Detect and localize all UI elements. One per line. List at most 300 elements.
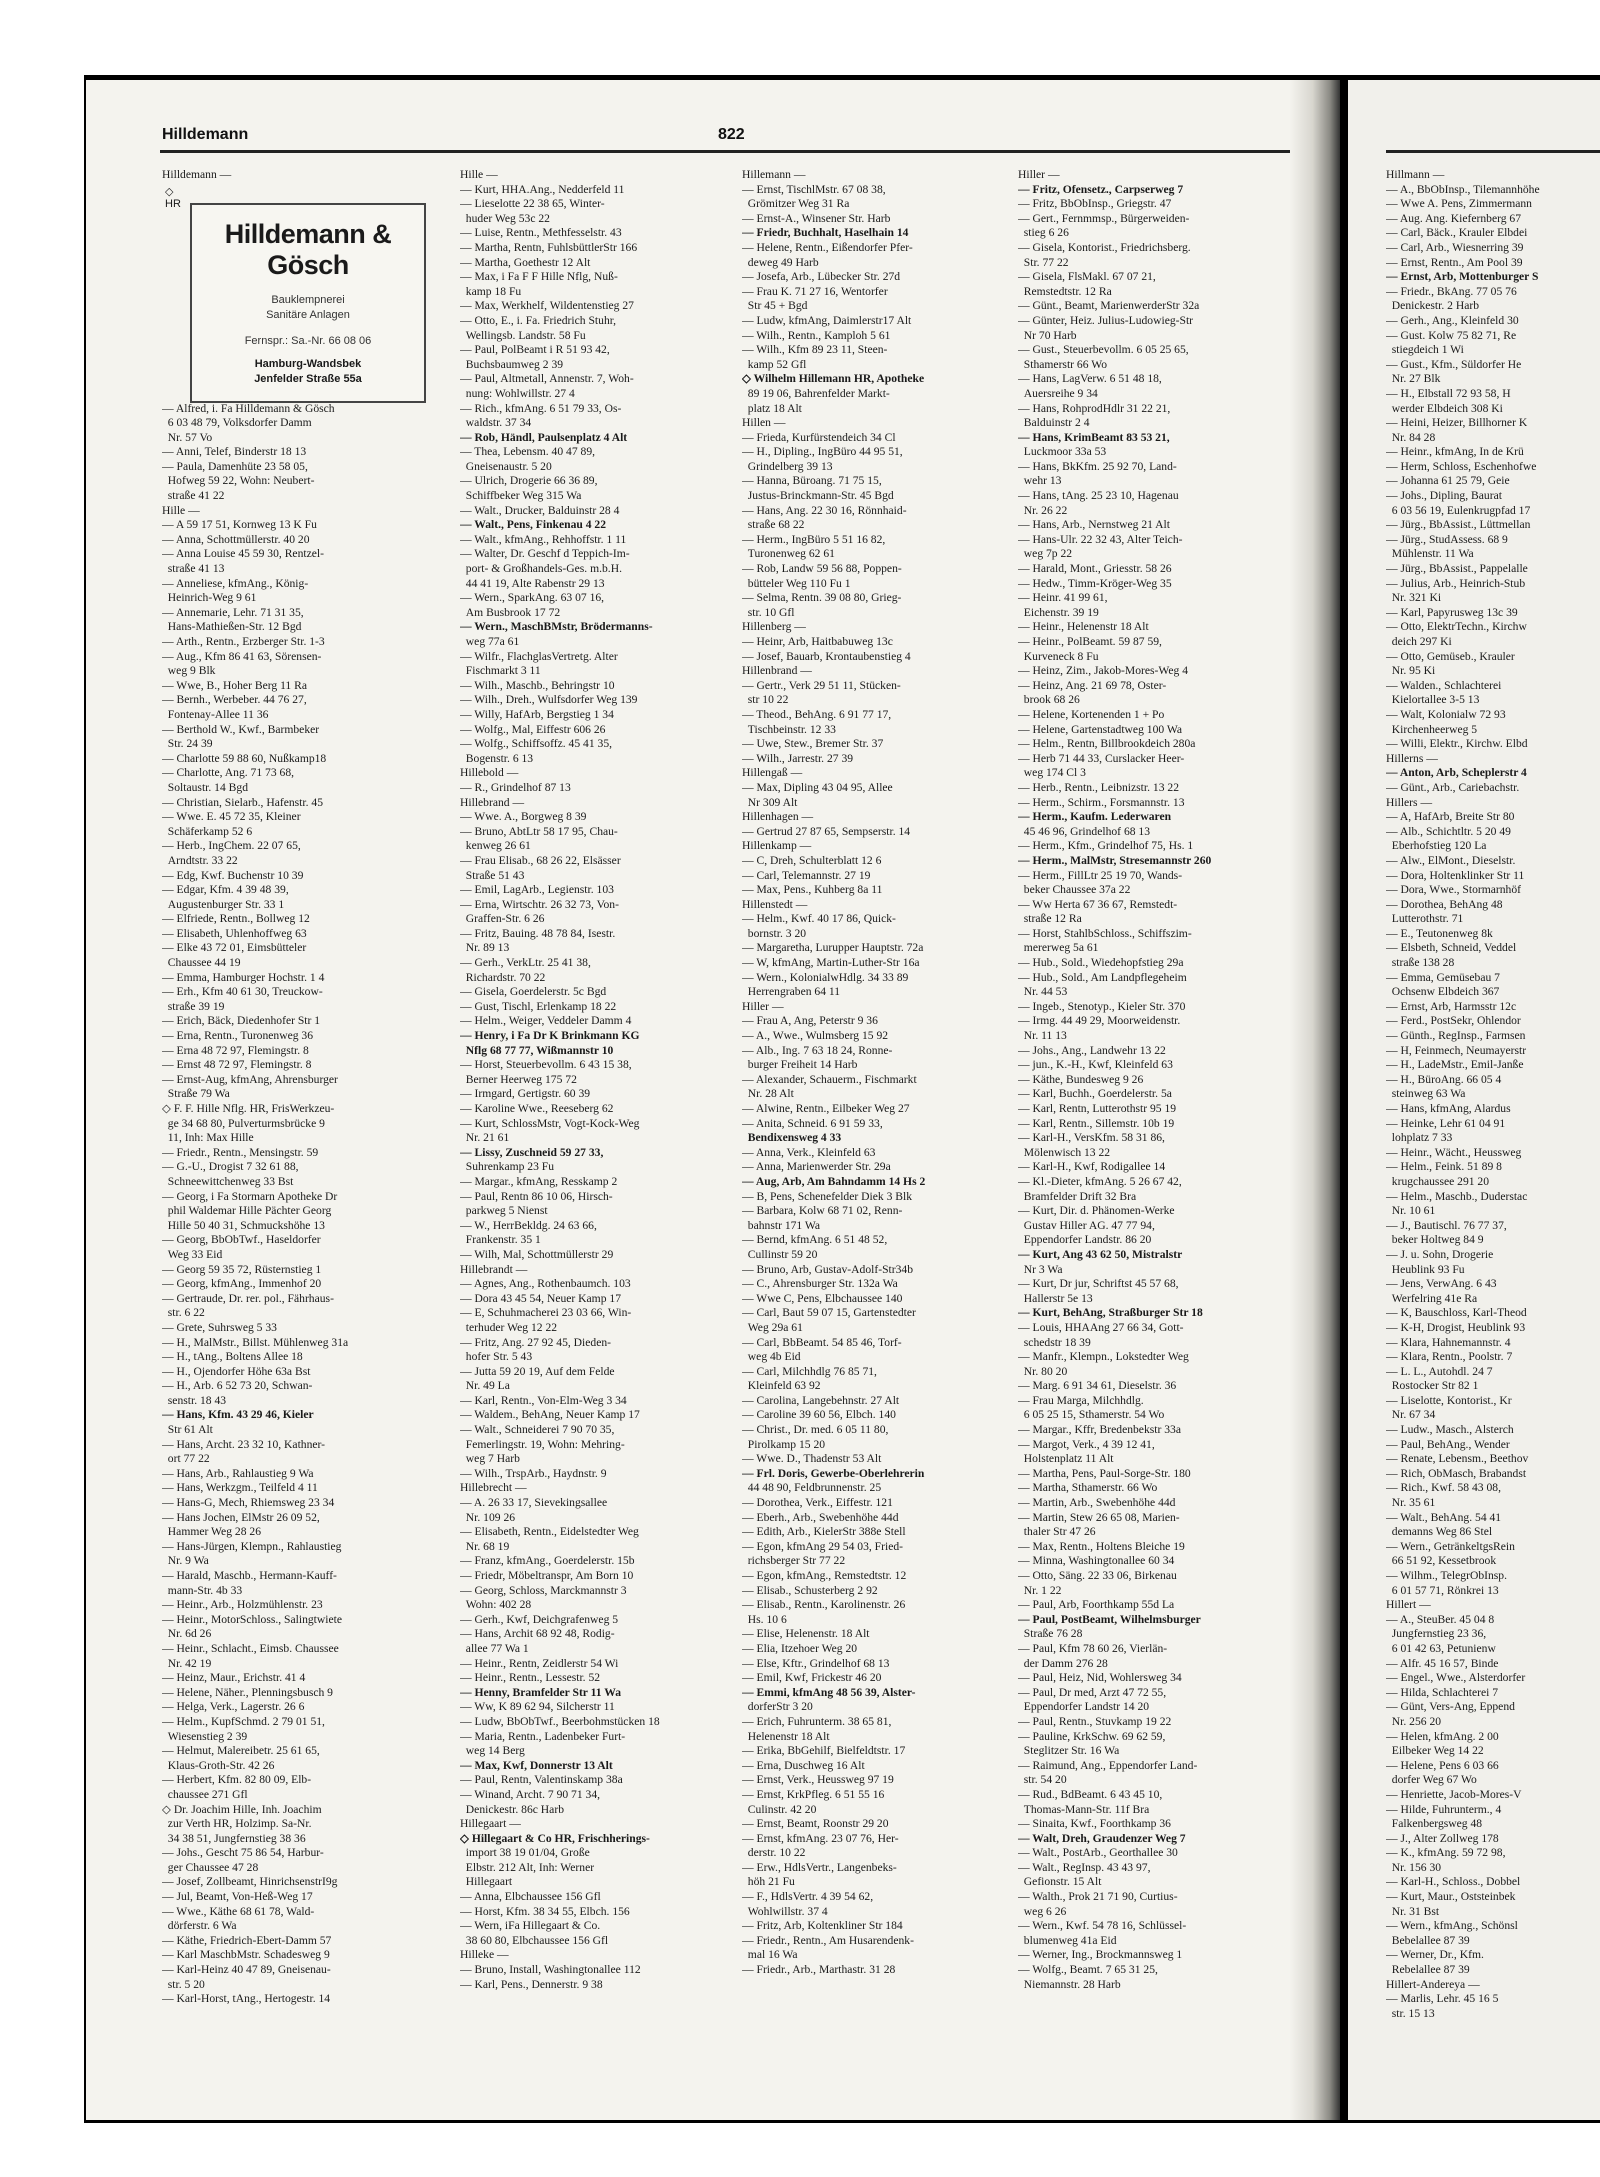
directory-entry-line: weg 174 Cl 3 (1018, 766, 1086, 780)
directory-entry-line: Richardstr. 70 22 (460, 970, 546, 984)
directory-entry-line: Sthamerstr 66 Wo (1018, 357, 1108, 371)
directory-entry-line: Nr. 9 Wa (162, 1554, 209, 1568)
directory-entry-line: Straße 79 Wa (162, 1087, 230, 1101)
directory-entry-line: weg 77a 61 (460, 635, 520, 648)
directory-entry-line: straße 68 22 (742, 518, 805, 532)
directory-entry-line: Soltaustr. 14 Bgd (162, 780, 248, 794)
directory-entry-line: — Bruno, Install, Washingtonallee 112 (460, 1963, 641, 1977)
directory-entry-line: — Max, Kwf, Donnerstr 13 Alt (460, 1758, 613, 1772)
directory-entry-line: — Klara, Hahnemannstr. 4 (1386, 1335, 1511, 1349)
directory-entry-line: — Martha, Rentn, FuhlsbüttlerStr 166 (460, 240, 638, 254)
surname-heading: Hillengaß — (742, 766, 803, 780)
directory-entry-line: Nr. 11 13 (1018, 1029, 1067, 1043)
directory-entry-line: Wohlwillstr. 37 4 (742, 1904, 828, 1918)
directory-entry-line: — Helm., Weiger, Veddeler Damm 4 (460, 1014, 632, 1028)
directory-entry-line: Weg 33 Eid (162, 1247, 223, 1261)
directory-entry-line: — Anton, Arb, Scheplerstr 4 (1386, 766, 1527, 780)
directory-entry-line: — Louis, HHAAng 27 66 34, Gott- (1018, 1320, 1184, 1334)
directory-entry-line: Gefionstr. 15 Alt (1018, 1875, 1102, 1889)
surname-heading: Hillebrecht — (460, 1481, 527, 1495)
directory-entry-line: schedstr 18 39 (1018, 1335, 1091, 1349)
directory-entry-line: — Paul, Kfm 78 60 26, Vierlän- (1018, 1641, 1168, 1655)
directory-entry-line: — C, Dreh, Schulterblatt 12 6 (742, 853, 882, 867)
directory-entry-line: — Günter, Heiz. Julius-Ludowieg-Str (1018, 313, 1194, 327)
directory-entry-line: — Horst, StahlbSchloss., Schiffszim- (1018, 926, 1192, 940)
directory-entry-line: platz 18 Alt (742, 401, 802, 415)
directory-entry-line: Nr. 321 Ki (1386, 591, 1442, 605)
directory-entry-line: — Egon, kfmAng., Remstedtstr. 12 (742, 1569, 907, 1582)
directory-entry-line: Nr. 80 20 (1018, 1364, 1068, 1378)
directory-entry-line: — Walt., RegInsp. 43 43 97, (1018, 1860, 1151, 1874)
directory-entry-line: 6 05 25 15, Sthamerstr. 54 Wo (1018, 1408, 1165, 1422)
surname-heading: Hiller — (742, 999, 784, 1013)
directory-entry-line: Hille 50 40 31, Schmuckshöhe 13 (162, 1218, 325, 1232)
directory-entry-line: — Anna, Elbchaussee 156 Gfl (460, 1890, 601, 1904)
directory-entry-line: — H., Arb. 6 52 73 20, Schwan- (162, 1379, 313, 1393)
directory-entry-line: Nr. 21 61 (460, 1131, 510, 1145)
directory-entry-line: — Walt., PostArb., Georthallee 30 (1018, 1846, 1178, 1860)
directory-entry-line: — Margar., Kffr, Bredenbekstr 33a (1018, 1423, 1181, 1437)
directory-entry-line: — Paula, Damenhüte 23 58 05, (162, 459, 308, 473)
directory-entry-line: — F., HdlsVertr. 4 39 54 62, (742, 1890, 874, 1904)
directory-entry-line: — Dora, Holtenklinker Str 11 (1386, 868, 1525, 882)
directory-entry-line: — Elke 43 72 01, Eimsbütteler (162, 941, 307, 955)
directory-entry-line: — A 59 17 51, Kornweg 13 K Fu (162, 518, 317, 532)
surname-heading: Hillert-Andereya — (1386, 1977, 1480, 1991)
directory-entry-line: — Hub., Sold., Wiedehopfstieg 29a (1018, 956, 1184, 970)
directory-entry-line: — Werner, Ing., Brockmannsweg 1 (1018, 1948, 1183, 1962)
directory-entry-line: — H., LadeMstr., Emil-Janße (1386, 1058, 1524, 1072)
directory-entry-line: — Minna, Washingtonallee 60 34 (1018, 1554, 1175, 1568)
ad-address2: Jenfelder Straße 55a (254, 373, 362, 385)
directory-entry-line: — Edith, Arb., KielerStr 388e Stell (742, 1525, 906, 1539)
directory-entry-line: — Kurt, Dir. d. Phänomen-Werke (1018, 1204, 1175, 1218)
directory-entry-line: Heublink 93 Fu (1386, 1262, 1465, 1276)
directory-entry-line: — Gerh., Ang., Kleinfeld 30 (1386, 313, 1519, 327)
directory-entry-line: — Karl-Horst, tAng., Hertogestr. 14 (162, 1992, 331, 2006)
directory-entry-line: — Hans, Kfm. 43 29 46, Kieler (162, 1408, 314, 1422)
directory-entry-line (162, 270, 376, 285)
directory-entry-line: — Gisela, Goerdelerstr. 5c Bgd (460, 985, 607, 999)
directory-entry-line: str. 5 20 (162, 1977, 205, 1991)
directory-entry-line: — Heinr., Helenenstr 18 Alt (1018, 620, 1149, 634)
directory-entry-line: — Carolina, Langebehnstr. 27 Alt (742, 1393, 900, 1407)
directory-entry-line: — Otto, Säng. 22 33 06, Birkenau (1018, 1569, 1177, 1582)
directory-entry-line: — Marlis, Lehr. 45 16 5 (1386, 1992, 1499, 2006)
directory-entry-line: — Wilfr., FlachglasVertretg. Alter (460, 649, 618, 663)
directory-entry-line (162, 314, 376, 329)
directory-entry-line: — Helga, Verk., Lagerstr. 26 6 (162, 1700, 305, 1714)
directory-entry-line: — Rud., BdBeamt. 6 43 45 10, (1018, 1787, 1163, 1801)
directory-entry-line: Wiesenstieg 2 39 (162, 1729, 248, 1743)
directory-entry-line: — Anneliese, kfmAng., König- (162, 576, 309, 590)
directory-entry-line: Nr. 6d 26 (162, 1627, 212, 1641)
surname-heading: Hillenkamp — (742, 839, 812, 853)
directory-entry-line: Auersreihe 9 34 (1018, 386, 1098, 400)
directory-entry-line: — Helene, Kortenenden 1 + Po (1018, 707, 1165, 721)
directory-entry-line: — Ernst, Rentn., Am Pool 39 (1386, 255, 1523, 269)
directory-entry-line: — K., kfmAng. 59 72 98, (1386, 1846, 1506, 1860)
directory-entry-line: — Bernh., Werbeber. 44 76 27, (162, 693, 307, 707)
directory-entry-line: weg 9 Blk (162, 664, 216, 678)
directory-entry-line: — Helene, Gartenstadtweg 100 Wa (1018, 722, 1183, 736)
directory-entry-line: — Walt., kfmAng., Rehhoffstr. 1 11 (460, 532, 627, 546)
directory-entry-line: Chaussee 44 19 (162, 956, 241, 970)
directory-entry-line: — Herbert, Kfm. 82 80 09, Elb- (162, 1773, 312, 1787)
directory-entry-line: 6 03 56 19, Eulenkrugpfad 17 (1386, 503, 1531, 517)
directory-entry-line: — Hans, LagVerw. 6 51 48 18, (1018, 372, 1162, 386)
directory-entry-line: weg 14 Berg (460, 1744, 525, 1758)
directory-entry-line: — Berthold W., Kwf., Barmbeker (162, 722, 320, 736)
directory-entry-line: Graffen-Str. 6 26 (460, 912, 545, 926)
surname-heading: Hilldemann — (162, 168, 232, 181)
directory-entry-line: — Georg, kfmAng., Immenhof 20 (162, 1277, 322, 1291)
directory-entry-line: — Hans, Archit 68 92 48, Rodig- (460, 1627, 615, 1641)
directory-entry-line: — Elisabeth, Rentn., Eidelstedter Weg (460, 1525, 639, 1539)
directory-entry-line: — Rich., kfmAng. 6 51 79 33, Os- (460, 401, 622, 415)
directory-entry-line: — Heinr., Rentn., Lessestr. 52 (460, 1671, 601, 1685)
directory-entry-line: — Elisab., Rentn., Karolinenstr. 26 (742, 1598, 906, 1612)
directory-entry-line: — Herm., Kaufm. Lederwaren (1018, 810, 1172, 824)
surname-heading: Hille — (460, 168, 498, 181)
directory-entry-line (162, 212, 376, 227)
directory-entry-line: — E, Schuhmacherei 23 03 66, Win- (460, 1306, 632, 1320)
directory-entry-line: weg 7 Harb (460, 1452, 520, 1466)
directory-entry-line: — B, Pens, Schenefelder Diek 3 Blk (742, 1189, 913, 1203)
directory-entry-line: — Paul, Altmetall, Annenstr. 7, Woh- (460, 372, 634, 386)
directory-entry-line (162, 285, 376, 300)
directory-entry-line: — Margar., kfmAng, Resskamp 2 (460, 1174, 618, 1188)
directory-entry-line: — Gert., Fernmmsp., Bürgerweiden- (1018, 211, 1190, 225)
directory-entry-line: — Harald, Mont., Griesstr. 58 26 (1018, 562, 1172, 576)
directory-entry-line: — Annemarie, Lehr. 71 31 35, (162, 605, 304, 619)
directory-entry-line: — Hanna, Büroang. 71 75 15, (742, 474, 882, 488)
directory-entry-line: Nr. 1 22 (1018, 1583, 1062, 1597)
directory-entry-line: Eilbeker Weg 14 22 (1386, 1744, 1484, 1758)
directory-entry-line: Augustenburger Str. 33 1 (162, 897, 285, 911)
directory-entry-line: bahnstr 171 Wa (742, 1218, 821, 1232)
directory-entry-line: brook 68 26 (1018, 693, 1080, 707)
directory-entry-line: — Heinr., Schlacht., Eimsb. Chaussee (162, 1641, 339, 1655)
directory-entry-line: — Selma, Rentn. 39 08 80, Grieg- (742, 591, 902, 605)
directory-entry-line: — Herm, Schloss, Eschenhofwe (1386, 459, 1537, 473)
directory-entry-line: — Wilh., Kfm 89 23 11, Steen- (742, 343, 888, 357)
directory-entry-line: Hans-Mathießen-Str. 12 Bgd (162, 620, 302, 634)
directory-entry-line: Femerlingstr. 19, Wohn: Mehring- (460, 1437, 625, 1451)
directory-entry-line: burger Freiheit 14 Harb (742, 1058, 858, 1072)
directory-entry-line: — Karl MaschbMstr. Schadesweg 9 (162, 1948, 330, 1962)
directory-entry-line: Schneewittchenweg 33 Bst (162, 1174, 294, 1188)
directory-entry-line: — Carl, Milchhdlg 76 85 71, (742, 1364, 877, 1378)
directory-entry-line: — Helm., Kwf. 40 17 86, Quick- (742, 912, 896, 926)
directory-entry-line: — Willi, Elektr., Kirchw. Elbd (1386, 737, 1528, 751)
directory-entry-line: — Karl, Pens., Dennerstr. 9 38 (460, 1977, 603, 1991)
directory-entry-line: — Kurt, Maur., Oststeinbek (1386, 1890, 1516, 1904)
directory-entry-line: — Gerh., VerkLtr. 25 41 38, (460, 956, 591, 970)
directory-entry-line: Nr. 31 Bst (1386, 1904, 1440, 1918)
directory-entry-line: — Fritz, Arb, Koltenkliner Str 184 (742, 1919, 903, 1933)
directory-entry-line: — Wwe A. Pens, Zimmermann (1386, 197, 1532, 211)
directory-entry-line: — Ludw, BbObTwf., Beerbohmstücken 18 (460, 1714, 660, 1728)
directory-entry-line: Wohn: 402 28 (460, 1598, 532, 1612)
directory-entry-line: Eichenstr. 39 19 (1018, 605, 1099, 619)
directory-entry-line: — Georg, BbObTwf., Haseldorfer (162, 1233, 321, 1247)
directory-entry-line: — Erich, Fuhrunterm. 38 65 81, (742, 1714, 892, 1728)
directory-entry-line: — Dorothea, BehAng 48 (1386, 897, 1503, 911)
surname-heading: Hillebold — (460, 766, 519, 780)
directory-entry-line: — Hans-Ulr. 22 32 43, Alter Teich- (1018, 532, 1183, 546)
directory-entry-line: straße 39 19 (162, 999, 225, 1013)
running-head: Hilldemann (162, 126, 249, 143)
directory-entry-line: — Paul, Dr med, Arzt 47 72 55, (1018, 1685, 1167, 1699)
directory-entry-line: weg 4b Eid (742, 1350, 801, 1364)
directory-entry-line: — Heinr., PolBeamt. 59 87 59, (1018, 635, 1162, 648)
directory-column-1 (162, 168, 376, 2007)
directory-entry-line: Thomas-Mann-Str. 11f Bra (1018, 1802, 1150, 1816)
directory-entry-line: Steglitzer Str. 16 Wa (1018, 1744, 1120, 1758)
directory-entry-line: — Fritz, Ang. 27 92 45, Dieden- (460, 1335, 612, 1349)
surname-heading: Hillenbrand — (742, 664, 812, 678)
directory-entry-line: 66 51 92, Kessetbrook (1386, 1554, 1497, 1568)
directory-entry-line: Nr. 28 Alt (742, 1087, 794, 1101)
surname-heading: Hillen — (742, 416, 786, 430)
directory-entry-line: — Hans, RohprodHdlr 31 22 21, (1018, 401, 1171, 415)
directory-entry-line: — Hilda, Schlachterei 7 (1386, 1685, 1499, 1699)
directory-entry-line: — Karl, Rentn., Sillemstr. 10b 19 (1018, 1116, 1175, 1130)
directory-entry-line: 89 19 06, Bahrenfelder Markt- (742, 386, 890, 400)
directory-entry-line: — Walt., Drucker, Balduinstr 28 4 (460, 503, 620, 517)
directory-entry-line: — Wern, iFa Hillegaart & Co. (460, 1919, 601, 1933)
page-number: 822 (718, 126, 745, 143)
directory-entry-line: — J. u. Sohn, Drogerie (1386, 1247, 1494, 1261)
directory-entry-line: — Erika, BbGehilf, Bielfeldtstr. 17 (742, 1744, 906, 1758)
directory-entry-line: — Lissy, Zuschneid 59 27 33, (460, 1145, 604, 1159)
directory-entry-line: krugchaussee 291 20 (1386, 1174, 1490, 1188)
directory-entry-line: — Gertr., Verk 29 51 11, Stücken- (742, 678, 901, 692)
directory-entry-line: — Walden., Schlachterei (1386, 678, 1502, 692)
directory-entry-line: — Hilde, Fuhrunterm., 4 (1386, 1802, 1502, 1816)
directory-entry-line: ◇ F. F. Hille Nflg. HR, FrisWerkzeu- (162, 1102, 335, 1115)
directory-entry-line: Mölenwisch 13 22 (1018, 1145, 1111, 1159)
directory-entry-line: — Wilhm., TelegrObInsp. (1386, 1569, 1507, 1582)
directory-entry-line: Kleinfeld 63 92 (742, 1379, 821, 1393)
directory-entry-line: — Gisela, Kontorist., Friedrichsberg. (1018, 240, 1191, 254)
directory-entry-line: — Martin, Stew 26 65 08, Marien- (1018, 1510, 1180, 1524)
directory-entry-line: Tischbeinstr. 12 33 (742, 722, 836, 736)
surname-heading: Hillebrand — (460, 795, 525, 809)
directory-entry-line: — Karl, Rentn., Von-Elm-Weg 3 34 (460, 1393, 627, 1407)
directory-entry-line: — Helmut, Malereibetr. 25 61 65, (162, 1744, 320, 1758)
directory-entry-line: — Ingeb., Stenotyp., Kieler Str. 370 (1018, 999, 1186, 1013)
directory-entry-line: waldstr. 37 34 (460, 416, 532, 430)
directory-entry-line (162, 256, 376, 271)
directory-entry-line: — Wern., GetränkeltgsRein (1386, 1539, 1515, 1553)
directory-entry-line: Nr. 89 13 (460, 941, 510, 955)
directory-entry-line (162, 299, 376, 314)
directory-entry-line: — Günt., Arb., Cariebachstr. (1386, 780, 1520, 794)
directory-entry-line: nung: Wohlwillstr. 27 4 (460, 386, 575, 400)
directory-entry-line: — Käthe, Bundesweg 9 26 (1018, 1072, 1144, 1086)
directory-entry-line: — Gerh., Kwf, Deichgrafenweg 5 (460, 1612, 619, 1626)
directory-entry-line: Jungfernstieg 23 36, (1386, 1627, 1487, 1641)
directory-entry-line: beker Chaussee 37a 22 (1018, 883, 1131, 897)
directory-entry-line: — Wwe. E. 45 72 35, Kleiner (162, 810, 301, 824)
ad-address1: Hamburg-Wandsbek (254, 358, 362, 370)
directory-entry-line: str. 6 22 (162, 1306, 205, 1320)
directory-entry-line: — W., HerrBekldg. 24 63 66, (460, 1218, 597, 1232)
directory-entry-line: — Elsbeth, Schneid, Veddel (1386, 941, 1517, 955)
directory-entry-line: — Ernst-Aug, kfmAng, Ahrensburger (162, 1072, 338, 1086)
directory-entry-line: — Hedw., Timm-Kröger-Weg 35 (1018, 576, 1172, 590)
directory-entry-line: — Martha, Sthamerstr. 66 Wo (1018, 1481, 1158, 1495)
directory-entry-line: — Dora, Wwe., Stormarnhöf (1386, 883, 1522, 897)
directory-entry-line: — Aug, Arb, Am Bahndamm 14 Hs 2 (742, 1174, 926, 1188)
directory-entry-line: — C., Ahrensburger Str. 132a Wa (742, 1277, 898, 1291)
directory-entry-line: — Erna, Duschweg 16 Alt (742, 1758, 865, 1772)
directory-entry-line (162, 372, 376, 387)
directory-entry-line: — Elise, Helenenstr. 18 Alt (742, 1627, 870, 1641)
directory-entry-line: — Ernst-A., Winsener Str. Harb (742, 211, 891, 225)
directory-entry-line: — Carl, Baut 59 07 15, Gartenstedter (742, 1306, 916, 1320)
directory-entry-line: — E., Teutonenweg 8k (1386, 926, 1493, 940)
directory-entry-line: — Emil, LagArb., Legienstr. 103 (460, 883, 614, 897)
directory-entry-line: weg 7p 22 (1018, 547, 1073, 561)
directory-entry-line: chaussee 271 Gfl (162, 1787, 248, 1801)
directory-entry-line: Bendixensweg 4 33 (742, 1131, 842, 1145)
directory-entry-line: — Wwe. A., Borgweg 8 39 (460, 810, 587, 824)
directory-entry-line: 11, Inh: Max Hille (162, 1131, 254, 1145)
directory-entry-line: Nr. 57 Vo (162, 430, 213, 444)
directory-entry-line (162, 241, 376, 256)
directory-entry-line: Nr 3 Wa (1018, 1262, 1063, 1276)
directory-entry-line: allee 77 Wa 1 (460, 1641, 529, 1655)
directory-entry-line: — Walt., Schneiderei 7 90 70 35, (460, 1423, 615, 1437)
directory-entry-line: Nr. 26 22 (1018, 503, 1068, 517)
directory-entry-line: — Aug. Ang. Kiefernberg 67 (1386, 211, 1522, 225)
directory-entry-line: — Georg 59 35 72, Rüsternstieg 1 (162, 1262, 322, 1276)
directory-entry-line: blumenweg 41a Eid (1018, 1933, 1117, 1947)
directory-entry-line: — Wolfg., Mal, Eiffestr 606 26 (460, 722, 606, 736)
directory-entry-line: — Alfr. 45 16 57, Binde (1386, 1656, 1499, 1670)
directory-entry-line: — Christian, Sielarb., Hafenstr. 45 (162, 795, 323, 809)
directory-entry-line: — Heini, Heizer, Billhorner K (1386, 416, 1528, 430)
directory-entry-line: — Karl-H., Kwf, Rodigallee 14 (1018, 1160, 1166, 1174)
directory-entry-line: — Karoline Wwe., Reeseberg 62 (460, 1102, 614, 1115)
directory-entry-line: Nr. 109 26 (460, 1510, 516, 1524)
directory-entry-line: — Renate, Lebensm., Beethov (1386, 1452, 1529, 1466)
directory-entry-line: Nr. 256 20 (1386, 1714, 1442, 1728)
directory-entry-line: — Willy, HafArb, Bergstieg 1 34 (460, 707, 614, 721)
directory-entry-line (162, 197, 376, 212)
directory-entry-line: — Ernst, KrkPfleg. 6 51 55 16 (742, 1787, 885, 1801)
directory-entry-line: ort 77 22 (162, 1452, 210, 1466)
directory-entry-line: — Paul, Heiz, Nid, Wohlersweg 34 (1018, 1671, 1182, 1685)
directory-entry-line: — Martin, Arb., Swebenhöhe 44d (1018, 1496, 1176, 1510)
directory-entry-line: — Bruno, Arb, Gustav-Adolf-Str34b (742, 1262, 913, 1276)
directory-entry-line: ger Chaussee 47 28 (162, 1860, 259, 1874)
directory-entry-line: Ochsenw Elbdeich 367 (1386, 985, 1500, 999)
directory-entry-line: — Paul, Rentn 86 10 06, Hirsch- (460, 1189, 613, 1203)
directory-entry-line: — Bruno, AbtLtr 58 17 95, Chau- (460, 824, 618, 838)
directory-entry-line: — Jutta 59 20 19, Auf dem Felde (460, 1364, 615, 1378)
directory-entry-line: Str. 77 22 (1018, 255, 1069, 269)
directory-entry-line: 38 60 80, Elbchaussee 156 Gfl (460, 1933, 609, 1947)
directory-entry-line: Nr 70 Harb (1018, 328, 1077, 342)
directory-entry-line: — Waldem., BehAng, Neuer Kamp 17 (460, 1408, 640, 1422)
directory-entry-line: — Erich, Bäck, Diedenhofer Str 1 (162, 1014, 321, 1028)
directory-entry-line: Kirchenheerweg 5 (1386, 722, 1478, 736)
directory-entry-line: — Paul, Rentn, Valentinskamp 38a (460, 1773, 623, 1787)
directory-entry-line: beker Holtweg 84 9 (1386, 1233, 1484, 1247)
directory-entry-line: — Paul, Arb, Foorthkamp 55d La (1018, 1598, 1175, 1612)
directory-entry-line: — Else, Kftr., Grindelhof 68 13 (742, 1656, 890, 1670)
directory-entry-line: — Max, Rentn., Holtens Bleiche 19 (1018, 1539, 1185, 1553)
directory-entry-line: — Wern., kfmAng., Schönsl (1386, 1919, 1518, 1933)
directory-entry-line: Hammer Weg 28 26 (162, 1525, 261, 1539)
directory-entry-line: Rebelallee 87 39 (1386, 1963, 1470, 1977)
directory-entry-line: — H., Ojendorfer Höhe 63a Bst (162, 1364, 311, 1378)
directory-entry-line: werder Elbdeich 308 Ki (1386, 401, 1503, 415)
directory-entry-line: — Irmgard, Gertigstr. 60 39 (460, 1087, 591, 1101)
directory-entry-line: — A, HafArb, Breite Str 80 (1386, 810, 1515, 824)
directory-entry-line: — Walt., Pens, Finkenau 4 22 (460, 518, 607, 532)
directory-entry-line: — Frau Elisab., 68 26 22, Elsässer (460, 853, 621, 867)
directory-entry-line: — Elia, Itzehoer Weg 20 (742, 1641, 858, 1655)
directory-entry-line: — Gust., Kfm., Süldorfer He (1386, 357, 1522, 371)
directory-entry-line: mann-Str. 4b 33 (162, 1583, 243, 1597)
directory-entry-line: — Gertraude, Dr. rer. pol., Fährhaus- (162, 1291, 334, 1305)
directory-entry-line: — Helene, Rentn., Eißendorfer Pfer- (742, 240, 913, 254)
directory-entry-line: — Alb., Schichtltr. 5 20 49 (1386, 824, 1511, 838)
directory-entry-line: Eppendorfer Landstr. 86 20 (1018, 1233, 1152, 1247)
directory-entry-line: deweg 49 Harb (742, 255, 819, 269)
directory-entry-line: — Wilh., TrspArb., Haydnstr. 9 (460, 1466, 607, 1480)
directory-entry-line: — Hans, Werkzgm., Teilfeld 4 11 (162, 1481, 318, 1495)
directory-entry-line: — Max, Werkhelf, Wildentenstieg 27 (460, 299, 634, 313)
directory-entry-line: — Ernst, Arb, Harmsstr 12c (1386, 999, 1517, 1013)
directory-entry-line: — Rich., Kwf. 58 43 08, (1386, 1481, 1501, 1495)
directory-column-2 (460, 168, 688, 1992)
directory-entry-line: Luckmoor 33a 53 (1018, 445, 1107, 459)
directory-entry-line: Remstedtstr. 12 Ra (1018, 284, 1112, 298)
directory-entry-line: terhuder Weg 12 22 (460, 1320, 558, 1334)
surname-heading: Hillenstedt — (742, 897, 808, 911)
directory-entry-line: Schäferkamp 52 6 (162, 824, 253, 838)
directory-entry-line: Werfelring 41e Ra (1386, 1291, 1478, 1305)
directory-entry-line: — Wilh., Jarrestr. 27 39 (742, 751, 854, 765)
directory-entry-line: — Paul, PostBeamt, Wilhelmsburger (1018, 1612, 1201, 1626)
directory-entry-line: — Friedr., Rentn., Mensingstr. 59 (162, 1145, 319, 1159)
directory-entry-line: — Günth., RegInsp., Farmsen (1386, 1029, 1526, 1043)
ad-line2: Sanitäre Anlagen (266, 309, 350, 321)
directory-entry-line: — Emil, Kwf, Frickestr 46 20 (742, 1671, 882, 1685)
directory-entry-line: — Wwe., Käthe 68 61 78, Wald- (162, 1904, 315, 1918)
directory-entry-line: — Thea, Lebensm. 40 47 89, (460, 445, 596, 459)
directory-entry-line: Hillegaart (460, 1875, 513, 1889)
directory-entry-line: Eppendorfer Landstr 14 20 (1018, 1700, 1150, 1714)
directory-entry-line: — Karl-H., VersKfm. 58 31 86, (1018, 1131, 1165, 1145)
directory-entry-line: — Wolfg., Schiffsoffz. 45 41 35, (460, 737, 613, 751)
surname-heading: Hillebrandt — (460, 1262, 528, 1276)
directory-entry-line: dörferstr. 6 Wa (162, 1919, 237, 1933)
directory-entry-line: Kurveneck 8 Fu (1018, 649, 1099, 663)
directory-entry-line: — Lieselotte 22 38 65, Winter- (460, 197, 605, 211)
directory-entry-line: — Ww, K 89 62 94, Silcherstr 11 (460, 1700, 615, 1714)
directory-entry-line: — Johanna 61 25 79, Geie (1386, 474, 1510, 488)
directory-entry-line: höh 21 Fu (742, 1875, 795, 1889)
directory-entry-line: Herrengraben 64 11 (742, 985, 841, 999)
directory-entry-line: — Hans Jochen, ElMstr 26 09 52, (162, 1510, 320, 1524)
